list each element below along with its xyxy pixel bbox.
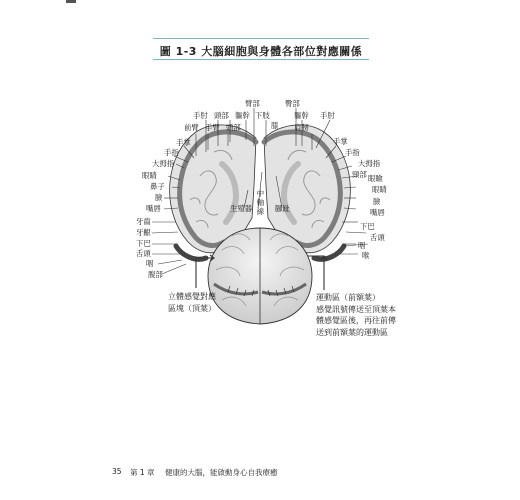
figure-title: 圖 1-3 大腦細胞與身體各部位對應關係 (159, 45, 363, 58)
label-right-larynx: 喉 (362, 251, 370, 260)
label-left-elbow: 手肘 (193, 111, 208, 120)
label-left-pharynx: 咽 (146, 259, 154, 268)
label-left-gums: 牙齦 (136, 228, 151, 237)
label-right-elbow: 手肘 (320, 111, 335, 120)
label-left-lips: 嘴唇 (146, 204, 161, 213)
label-genitals: 生殖器 (230, 204, 253, 213)
label-left-palm: 手掌 (176, 138, 191, 147)
label-left-abdomen: 腹部 (148, 270, 163, 279)
label-left-jaw: 下巴 (136, 239, 151, 248)
label-right-knee: 膝 (271, 121, 279, 130)
label-left-forearm: 前臂 (184, 123, 199, 132)
label-left-eye: 眼睛 (142, 171, 157, 180)
label-right-palm: 手掌 (333, 137, 348, 146)
label-left-head-2: 頭部 (226, 123, 241, 132)
label-left-face: 臉 (155, 193, 163, 202)
label-right-lips: 嘴唇 (370, 208, 385, 217)
caption-left: 立體感覺對應 區塊（頂葉） (168, 292, 216, 313)
label-left-finger: 手指 (164, 148, 179, 157)
label-left-lower-limb: 下肢 (255, 111, 270, 120)
chapter-label: 第 1 章 (130, 468, 155, 477)
label-left-teeth: 牙齒 (136, 217, 151, 226)
label-left-nose: 鼻子 (150, 182, 165, 191)
label-right-shoulder: 肩膀 (294, 123, 309, 132)
label-left-head: 頭部 (214, 111, 229, 120)
label-right-eyelid: 眼瞼 (368, 174, 383, 183)
label-left-trunk: 軀幹 (235, 111, 250, 120)
label-left-tongue: 舌頭 (136, 249, 151, 258)
label-right-jaw: 下巴 (360, 222, 375, 231)
label-right-neck: 頸部 (352, 170, 367, 179)
label-right-hip: 臀部 (285, 99, 300, 108)
label-right-thumb: 大拇指 (358, 159, 381, 168)
label-right-face: 臉 (373, 197, 381, 206)
caption-right: 運動區（前額葉） 感覺訊號傳送至頂葉本 體感覺區後，再往前傳 送到前額葉的運動區 (316, 293, 396, 337)
label-left-shoulder: 臂部 (245, 99, 260, 108)
chapter-title: 健康的大腦，能啟動身心自我療癒 (165, 468, 278, 477)
label-left-arm: 手臂 (205, 123, 220, 132)
label-right-tongue: 舌頭 (370, 233, 385, 242)
label-right-eye: 眼睛 (372, 185, 387, 194)
top-view-brain (208, 228, 312, 324)
page-number: 35 (112, 467, 122, 476)
label-toes: 腳趾 (275, 204, 290, 213)
label-left-thumb: 大拇指 (152, 159, 175, 168)
label-right-pharynx: 咽 (358, 241, 366, 250)
label-right-trunk: 軀幹 (294, 111, 309, 120)
label-right-finger: 手指 (345, 148, 360, 157)
